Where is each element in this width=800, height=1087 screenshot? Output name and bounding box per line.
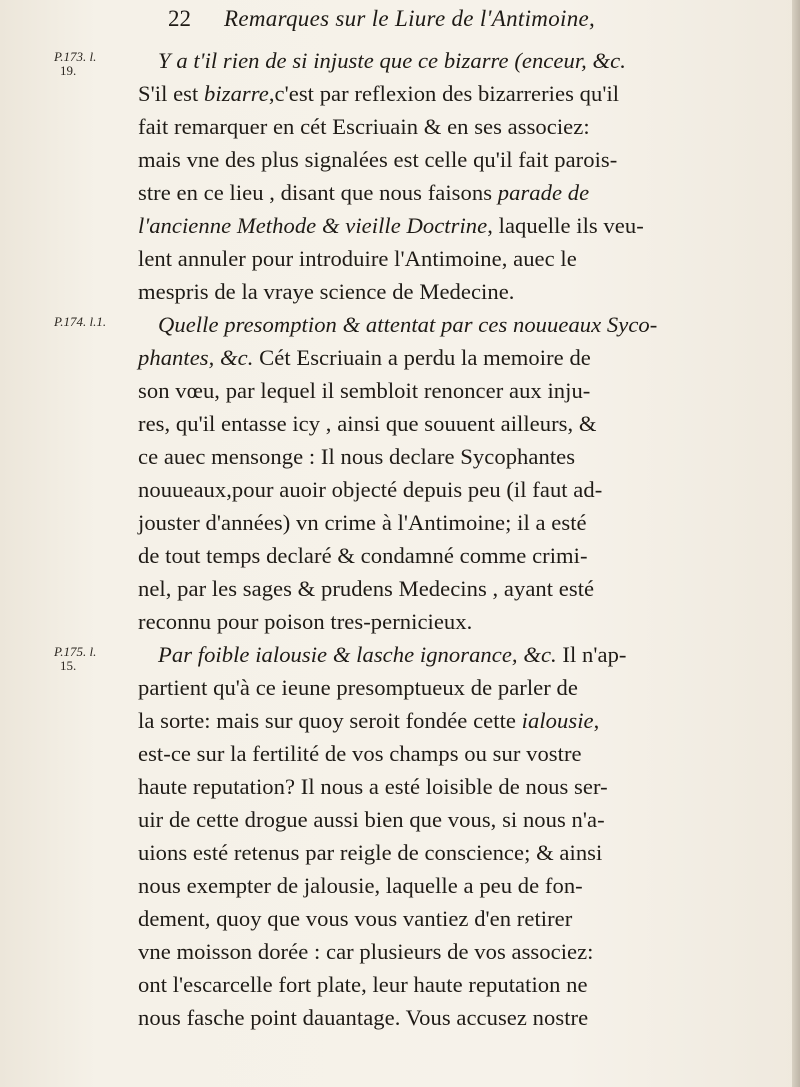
text-segment: res, qu'il entasse icy , ainsi que souuent ailleurs, &: [138, 411, 597, 436]
running-title: Remarques sur le Liure de l'Antimoine,: [224, 6, 596, 31]
italic-text: phantes, &c.: [138, 345, 254, 370]
text-segment: ,: [593, 708, 600, 733]
text-segment: jouster d'années) vn crime à l'Antimoine; il a esté: [138, 510, 587, 535]
text-line: [138, 704, 784, 737]
text-segment: ont l'escarcelle fort plate, leur haute reputation ne: [138, 972, 588, 997]
text-segment: la sorte: mais sur quoy seroit fondée cette: [138, 708, 522, 733]
text-line: [138, 242, 784, 275]
text-segment: Cét Escriuain a perdu la memoire de: [253, 345, 591, 370]
text-segment: haute reputation? Il nous a esté loisible de nous ser-: [138, 774, 608, 799]
text-line: [138, 869, 784, 902]
italic-text: parade de: [497, 180, 590, 205]
text-line: [138, 209, 784, 242]
text-segment: nouueaux,pour auoir objecté depuis peu (il faut ad-: [138, 477, 603, 502]
text-segment: stre en ce lieu , disant que nous faisons: [138, 180, 498, 205]
italic-text: ialousie: [521, 708, 594, 733]
text-line: [138, 110, 784, 143]
text-segment: S'il est: [138, 81, 205, 106]
italic-text: Quelle presomption & attentat par ces nouueaux Syco-: [158, 312, 658, 337]
text-segment: fait remarquer en cét Escriuain & en ses associez:: [138, 114, 590, 139]
text-segment: nel, par les sages & prudens Medecins , ayant esté: [138, 576, 595, 601]
margin-note-ref: P.174. l.1.: [54, 314, 107, 329]
text-segment: mais vne des plus signalées est celle qu'il fait parois-: [138, 147, 618, 172]
text-segment: mespris de la vraye science de Medecine.: [138, 279, 515, 304]
text-segment: dement, quoy que vous vous vantiez d'en retirer: [138, 906, 573, 931]
text-segment: est-ce sur la fertilité de vos champs ou sur vostre: [138, 741, 582, 766]
text-segment: vne moisson dorée : car plusieurs de vos associez:: [138, 939, 594, 964]
text-segment: partient qu'à ce ieune presomptueux de parler de: [138, 675, 578, 700]
text-segment: lent annuler pour introduire l'Antimoine, auec le: [138, 246, 577, 271]
text-line: [138, 572, 784, 605]
text-line: [138, 605, 784, 638]
text-line: [138, 671, 784, 704]
text-line: [138, 935, 784, 968]
body-text: [138, 44, 784, 1034]
margin-note-line: 19.: [60, 63, 77, 78]
text-segment: Il n'ap-: [556, 642, 627, 667]
margin-note: [54, 50, 114, 78]
text-line: [138, 539, 784, 572]
text-line: [138, 143, 784, 176]
text-line: [138, 968, 784, 1001]
text-segment: nous fasche point dauantage. Vous accusez nostre: [138, 1005, 589, 1030]
text-segment: ce auec mensonge : Il nous declare Sycophantes: [138, 444, 576, 469]
text-line: [138, 902, 784, 935]
text-line: [138, 803, 784, 836]
text-segment: uions esté retenus par reigle de conscience; & ainsi: [138, 840, 603, 865]
text-segment: , laquelle ils veu-: [487, 213, 644, 238]
margin-note-ref: P.173. l.: [54, 49, 97, 64]
margin-note: [54, 645, 114, 673]
text-line: [138, 473, 784, 506]
text-segment: uir de cette drogue aussi bien que vous, si nous n'a-: [138, 807, 605, 832]
text-line: [138, 341, 784, 374]
italic-text: Par foible ialousie & lasche ignorance, &c.: [158, 642, 557, 667]
page-number: 22: [168, 6, 191, 31]
italic-text: Y a t'il rien de si injuste que ce bizarre (enceur, &c.: [158, 48, 626, 73]
text-line: [138, 176, 784, 209]
italic-text: l'ancienne Methode & vieille Doctrine: [138, 213, 488, 238]
margin-note: [54, 315, 114, 329]
text-line: [138, 737, 784, 770]
margin-note-ref: P.175. l.: [54, 644, 97, 659]
text-line: [138, 638, 784, 671]
text-line: [138, 836, 784, 869]
italic-text: bizarre: [204, 81, 269, 106]
text-line: [138, 77, 784, 110]
text-segment: son vœu, par lequel il sembloit renoncer aux inju-: [138, 378, 591, 403]
text-line: [138, 506, 784, 539]
text-line: [138, 407, 784, 440]
text-line: [138, 44, 784, 77]
text-segment: reconnu pour poison tres-pernicieux.: [138, 609, 473, 634]
text-line: [138, 374, 784, 407]
text-segment: nous exempter de jalousie, laquelle a peu de fon-: [138, 873, 583, 898]
text-segment: ,c'est par reflexion des bizarreries qu'il: [268, 81, 620, 106]
text-line: [138, 1001, 784, 1034]
text-line: [138, 308, 784, 341]
text-line: [138, 440, 784, 473]
text-line: [138, 275, 784, 308]
page-edge: [792, 0, 800, 1087]
running-header: [168, 2, 738, 42]
text-line: [138, 770, 784, 803]
margin-note-line: 15.: [60, 658, 77, 673]
text-segment: de tout temps declaré & condamné comme crimi-: [138, 543, 588, 568]
